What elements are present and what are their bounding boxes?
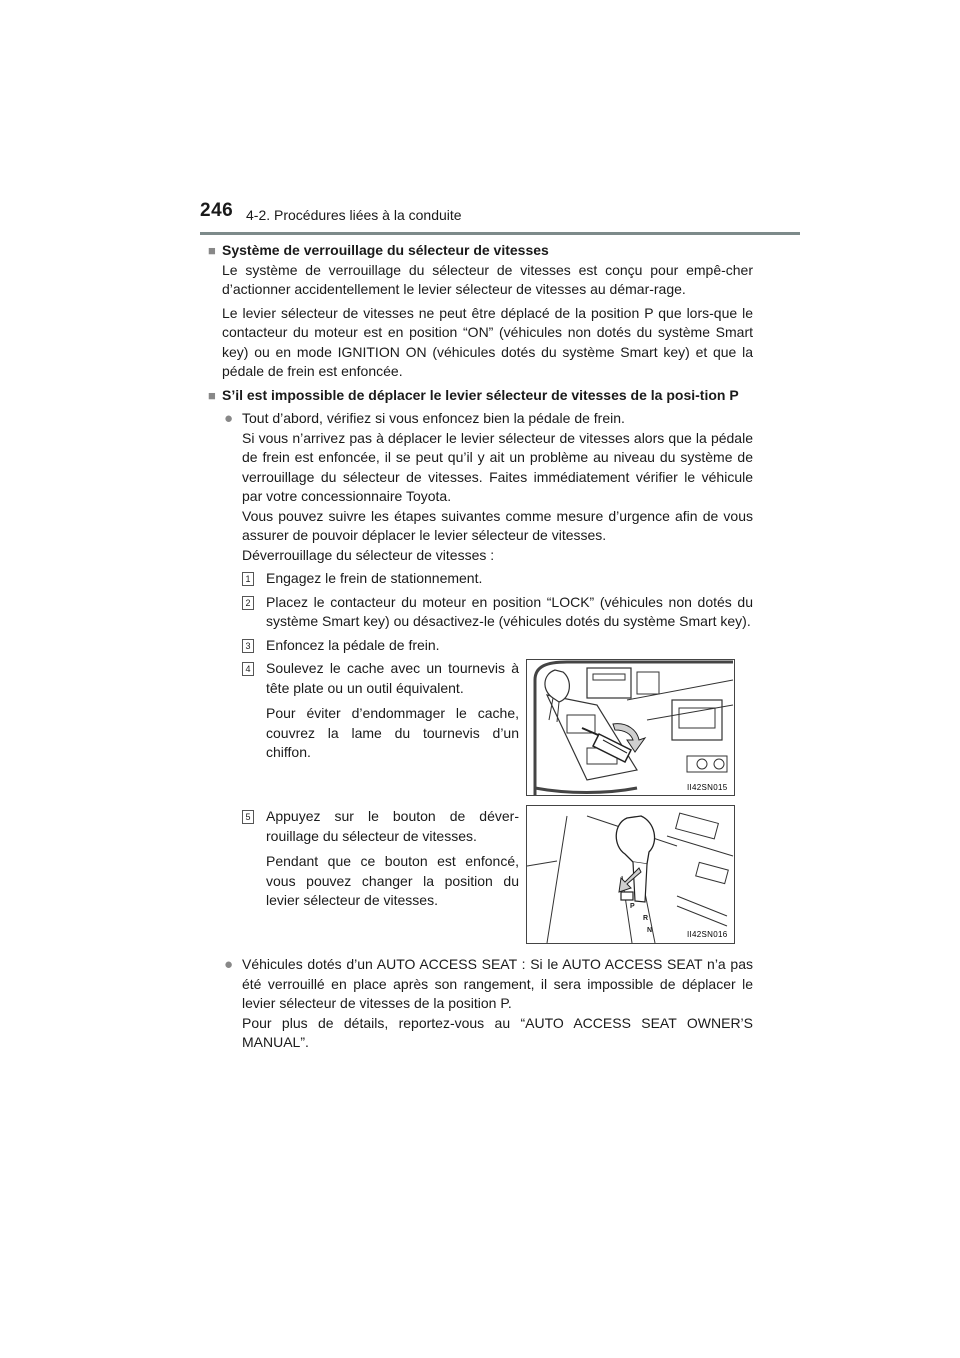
bullet-text-line: Déverrouillage du sélecteur de vitesses : [242, 546, 495, 563]
header-rule [200, 232, 800, 235]
section-title: 4-2. Procédures liées à la conduite [246, 207, 462, 223]
heading-lock-system [208, 241, 753, 261]
bullet-text-line: Tout d’abord, vérifiez si vous enfoncez bien la pédale de frein. [242, 410, 625, 426]
step-number-box: 2 [242, 596, 254, 610]
round-bullet-icon: ● [224, 956, 234, 973]
lock-system-paragraph-1: Le système de verrouillage du sélecteur de vitesses est conçu pour empê-cher d’actionner accidentellement le levier sélecteur de vitesses au démar-rage. [222, 261, 753, 297]
page-number: 246 [200, 200, 234, 221]
bullet-text-line: Pour plus de détails, reportez-vous au “AUTO ACCESS SEAT OWNER’S MANUAL”. [242, 1014, 753, 1050]
square-bullet-icon: ■ [208, 243, 216, 258]
round-bullet-icon: ● [224, 410, 234, 427]
gear-label-p: P [630, 903, 635, 910]
page-content [208, 241, 753, 1053]
bullet-text-line: Vous pouvez suivre les étapes suivantes comme mesure d’urgence afin de vous assurer de pouvoir déplacer le levier sélecteur de vitesses. [242, 507, 753, 543]
step-number-box: 4 [242, 662, 254, 676]
bullet-auto-access-seat [222, 955, 753, 1053]
step-5 [222, 807, 519, 911]
step-text: Placez le contacteur du moteur en position “LOCK” (véhicules non dotés du système Smart key) ou désactivez-le (véhicules dotés du système Smart key). [266, 593, 753, 629]
gear-label-r: R [643, 915, 649, 922]
step-note: Pour éviter d’endommager le cache, couvrez la lame du tournevis d’un chiffon. [266, 705, 519, 760]
figure-code-2: II42SN016 [687, 930, 728, 939]
gear-label-n: N [647, 927, 653, 934]
bullet-text-line: Véhicules dotés d’un AUTO ACCESS SEAT : Si le AUTO ACCESS SEAT n’a pas été verrouillé en place après son rangement, il sera impossible de déplacer le levier sélecteur de vitesses de la position P. [242, 956, 753, 1011]
step-1 [222, 569, 753, 589]
square-bullet-icon: ■ [208, 387, 216, 403]
step-text: Enfoncez la pédale de frein. [266, 636, 440, 653]
step-text: Soulevez le cache avec un tournevis à tête plate ou un outil équivalent. [266, 660, 519, 696]
step-text: Appuyez sur le bouton de déver-rouillage du sélecteur de vitesses. [266, 808, 519, 844]
bullet-brake-check [222, 409, 753, 565]
step-text: Engagez le frein de stationnement. [266, 570, 483, 586]
illustration-screwdriver-cover [526, 659, 735, 796]
heading-text: S’il est impossible de déplacer le levier sélecteur de vitesses de la posi-tion P [222, 386, 739, 403]
figure-code-1: II42SN015 [687, 783, 728, 792]
illustration-release-button [526, 805, 735, 944]
heading-text: Système de verrouillage du sélecteur de vitesses [222, 242, 549, 258]
step-3 [222, 636, 753, 656]
step-number-box: 3 [242, 639, 254, 653]
console-screwdriver-drawing [527, 660, 734, 795]
shift-lever-release-drawing [527, 806, 734, 943]
bullet-text-line: Si vous n’arrivez pas à déplacer le levier sélecteur de vitesses alors que la pédale de frein est enfoncée, il se peut qu’il y ait un problème au niveau du système de verrouillage du sélecteur de vitesses. Faites immédiatement vérifier le véhicule par votre concessionnaire Toyota. [242, 429, 753, 504]
step-number-box: 1 [242, 572, 254, 586]
heading-cannot-move [208, 386, 753, 406]
step-note: Pendant que ce bouton est enfoncé, vous pouvez changer la position du levier sélecteur de vitesses. [266, 853, 519, 908]
step-number-box: 5 [242, 810, 254, 824]
step-4 [222, 659, 519, 763]
lock-system-paragraph-2: Le levier sélecteur de vitesses ne peut être déplacé de la position P que lors-que le contacteur du moteur est en position “ON” (véhicules non dotés du système Smart key) ou en mode IGNITION ON (véhicules dotés du système Smart key) et que la pédale de frein est enfoncée. [222, 304, 753, 379]
step-2 [222, 593, 753, 632]
